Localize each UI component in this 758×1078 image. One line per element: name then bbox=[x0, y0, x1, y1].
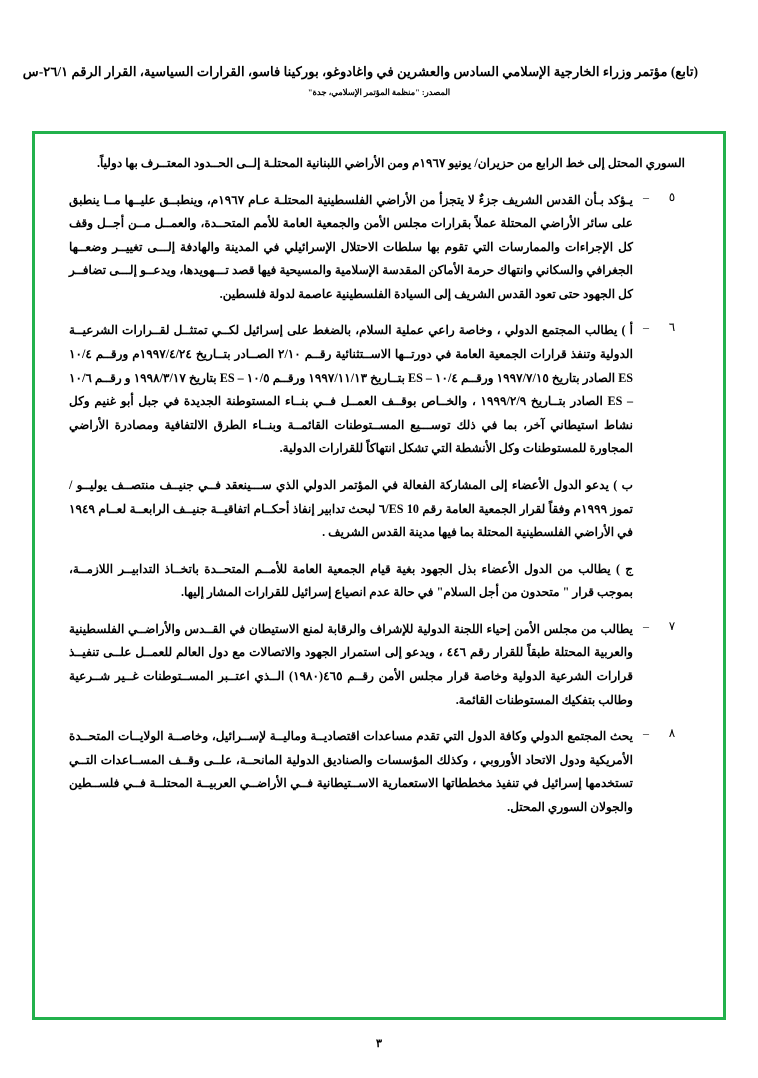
paragraph-text: يـؤكد بـأن القدس الشريف جزءٌ لا يتجزأ من الأراضي الفلسطينية المحتلـة عـام ١٩٦٧م، وينطبــق عليــها مــا ينطبق على سائر الأراضي المحتلة عملاً بقرارات مجلس الأمن والجمعية العامة للأمم المتحــدة، والعمــل مــن أجــل وقف كل الإجراءات والممارسات التي تقوم بها سلطات الاحتلال الإسرائيلي في المدينة والهادفة إلـــى تغييــر وضعــها الجغرافي والسكاني وانتهاك حرمة الأماكن المقدسة الإسلامية والمسيحية فيها قصد تـــهويدها، ويدعــو إلـــى تضافــر كل الجهود حتى تعود القدس الشريف إلى السيادة الفلسطينية عاصمة لدولة فلسطين. bbox=[69, 192, 634, 301]
paragraph-5 bbox=[69, 189, 685, 307]
header-title: (تابع) مؤتمر وزراء الخارجية الإسلامي السادس والعشرين في واغادوغو، بوركينا فاسو، القرارات السياسية، القرار الرقم ٢٦/١-س bbox=[22, 64, 698, 79]
paragraph-number: ٦ bbox=[668, 320, 676, 335]
paragraph-text: السوري المحتل إلى خط الرابع من حزيران/ يونيو ١٩٦٧م ومن الأراضي اللبنانية المحتلـة إلــى الحــدود المعتــرف بها دولياً. bbox=[96, 156, 685, 170]
header-source: المصدر: "منظمة المؤتمر الإسلامي، جدة" bbox=[307, 87, 451, 97]
paragraph-dash: – bbox=[643, 189, 649, 204]
paragraph-6 bbox=[69, 319, 685, 460]
document-body bbox=[69, 152, 685, 1007]
paragraph-dash: – bbox=[643, 726, 649, 741]
green-border-frame bbox=[32, 131, 726, 1020]
paragraph-text: أ ) يطالب المجتمع الدولي ، وخاصة راعي عملية السلام، بالضغط على إسرائيل لكــي تمتثــل لقــرارات الشرعيــة الدولية وتنفذ قرارات الجمعية العامة في دورتــها الاســتثنائية رقــم ٢/١٠ الصــادر بتــاريخ ١٩٩٧/٤/٢٤م ورقــم ١٠/٤ ES الصادر بتاريخ ١٩٩٧/٧/١٥ ورقــم ١٠/٤ – ES بتــاريخ ١٩٩٧/١١/١٣ ورقــم ١٠/٥ – ES بتاريخ ١٩٩٨/٣/١٧ و رقــم ١٠/٦ – ES الصادر بتــاريخ ١٩٩٩/٢/٩ ، والخــاص بوقــف العمــل فــي بنــاء المستوطنة الجديدة في جبل أبو غنيم وكل نشاط استيطاني آخر، بما في ذلك توســـيع المســتوطنات القائمــة وبنــاء الطرق الالتفافية ومصادرة الأراضي المجاورة للمستوطنات وكل الأنشطة التي تشكل انتهاكاً للقرارات الدولية. bbox=[69, 323, 634, 456]
page-header bbox=[22, 62, 698, 97]
paragraph-number: ٨ bbox=[668, 726, 676, 741]
paragraph-number: ٧ bbox=[668, 618, 676, 633]
paragraph-continuation bbox=[69, 152, 685, 176]
paragraph-7 bbox=[69, 618, 685, 712]
paragraph-8 bbox=[69, 725, 685, 819]
page-number: ٣ bbox=[375, 1038, 383, 1050]
paragraph-text: يحث المجتمع الدولي وكافة الدول التي تقدم مساعدات اقتصاديــة وماليــة لإســرائيل، وخاصــة الولايــات المتحــدة الأمريكية ودول الاتحاد الأوروبي ، وكذلك المؤسسات والصناديق الدولية المانحــة، علــى وقــف المســاعدات التــي تستخدمها إسرائيل في تنفيذ مخططاتها الاستعمارية الاســتيطانية فــي الأراضــي العربيــة المحتلــة فــي فلســطين والجولان السوري المحتل. bbox=[69, 729, 633, 814]
paragraph-dash: – bbox=[643, 618, 649, 633]
subparagraph-c: ج ) يطالب من الدول الأعضاء بذل الجهود بغية قيام الجمعية العامة للأمــم المتحــدة باتخــاذ التدابيــر اللازمــة، بموجب قرار " متحدون من أجل السلام" في حالة عدم انصياع إسرائيل للقرارات المشار إليها. bbox=[69, 561, 633, 600]
paragraph-text: يطالب من مجلس الأمن إحياء اللجنة الدولية للإشراف والرقابة لمنع الاستيطان في القــدس والأراضــي الفلسطينية والعربية المحتلة طبقاً للقرار رقم ٤٤٦ ، ويدعو إلى استمرار الجهود والاتصالات مع دول العالم للعمــل علــى تنفيــذ قرارات الشرعية الدولية وخاصة قرار مجلس الأمن رقــم ٤٦٥(١٩٨٠) الــذي اعتــبر المســتوطنات غــير شــرعية وطالب بتفكيك المستوطنات القائمة. bbox=[69, 621, 633, 707]
paragraph-dash: – bbox=[643, 320, 649, 335]
paragraph-number: ٥ bbox=[668, 189, 676, 204]
subparagraph-b: ب ) يدعو الدول الأعضاء إلى المشاركة الفعالة في المؤتمر الدولي الذي ســـينعقد فــي جنيــف منتصــف يوليــو / تموز ١٩٩٩م وفقاً لقرار الجمعية العامة رقم ES 10/٦ لبحث تدابير إنفاذ أحكــام اتفاقيــة جنيــف الرابعــة لعــام ١٩٤٩ في الأراضي الفلسطينية المحتلة بما فيها مدينة القدس الشريف . bbox=[69, 477, 633, 540]
